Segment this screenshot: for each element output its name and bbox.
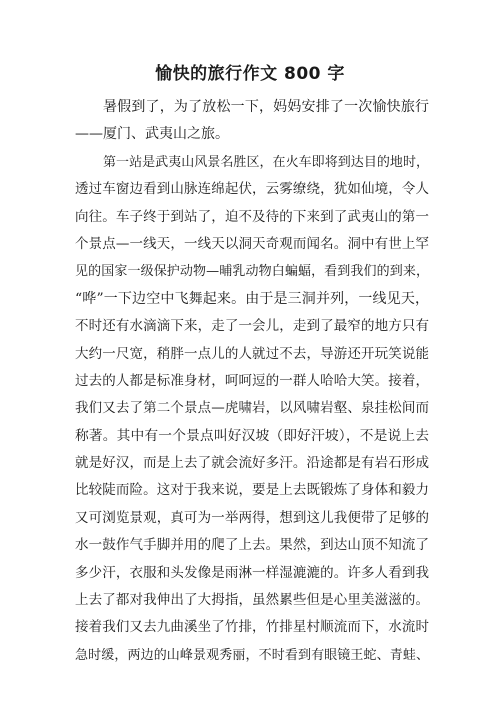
paragraph-2-line-5: 见的国家一级保护动物—晡乳动物白蝙蝠，看到我们的到来， [75,264,429,280]
paragraph-2-line-4: 个景点—一线天，一线天以洞天奇观而闻名。洞中有世上罕 [75,235,429,252]
paragraph-2-line-19: 急时缓，两边的山峰景观秀丽，不时看到有眼镜王蛇、青蛙、 [75,647,429,663]
paragraph-2-line-11: 称著。其中有一个景点叫好汉坡（即好汗坡），不是说上去 [75,427,429,444]
paragraph-2-line-18: 接着我们又去九曲溪坐了竹排，竹排星村顺流而下，水流时 [75,619,429,636]
paragraph-2-line-2: 透过车窗边看到山脉连绵起伏，云雾缭绕，犹如仙境，令人 [75,181,429,198]
paragraph-2-line-6: “哗”一下边空中飞舞起来。由于是三洞并列，一线见天， [75,290,429,307]
paragraph-2-line-16: 多少汗，衣服和头发像是雨淋一样湿漉漉的。许多人看到我 [75,564,429,581]
paragraph-2-line-13: 比较陡而险。这对于我来说，要是上去既锻炼了身体和毅力 [75,482,429,499]
paragraph-2-line-14: 又可浏览景观，真可为一举两得，想到这儿我便带了足够的 [75,509,429,526]
paragraph-1-line-2: ——厦门、武夷山之旅。 [75,126,229,143]
paragraph-2-line-9: 过去的人都是标准身材，呵呵逗的一群人哈哈大笑。接着， [75,372,429,389]
paragraph-2-line-8: 大约一尺宽，稍胖一点儿的人就过不去，导游还开玩笑说能 [75,345,429,362]
paragraph-2-line-12: 就是好汉，而是上去了就会流好多汗。沿途都是有岩石形成 [75,455,429,472]
paragraph-2-line-3: 向往。车子终于到站了，迫不及待的下来到了武夷山的第一 [75,208,429,225]
document-title: 愉快的旅行作文 800 字 [155,64,345,84]
paragraph-2-line-7: 不时还有水滴滴下来，走了一会儿，走到了最窄的地方只有 [75,318,429,335]
paragraph-2-line-10: 我们又去了第二个景点—虎啸岩，以风啸岩壑、泉挂松间而 [75,400,429,417]
paragraph-2-line-1: 第一站是武夷山风景名胜区，在火车即将到达目的地时， [103,154,429,170]
paragraph-1-line-1: 暑假到了，为了放松一下，妈妈安排了一次愉快旅行 [103,99,429,115]
paragraph-2-line-17: 上去了都对我伸出了大拇指，虽然累些但是心里美滋滋的。 [75,592,429,609]
paragraph-2-line-15: 水一鼓作气手脚并用的爬了上去。果然，到达山顶不知流了 [75,537,429,554]
document-body [75,94,429,669]
